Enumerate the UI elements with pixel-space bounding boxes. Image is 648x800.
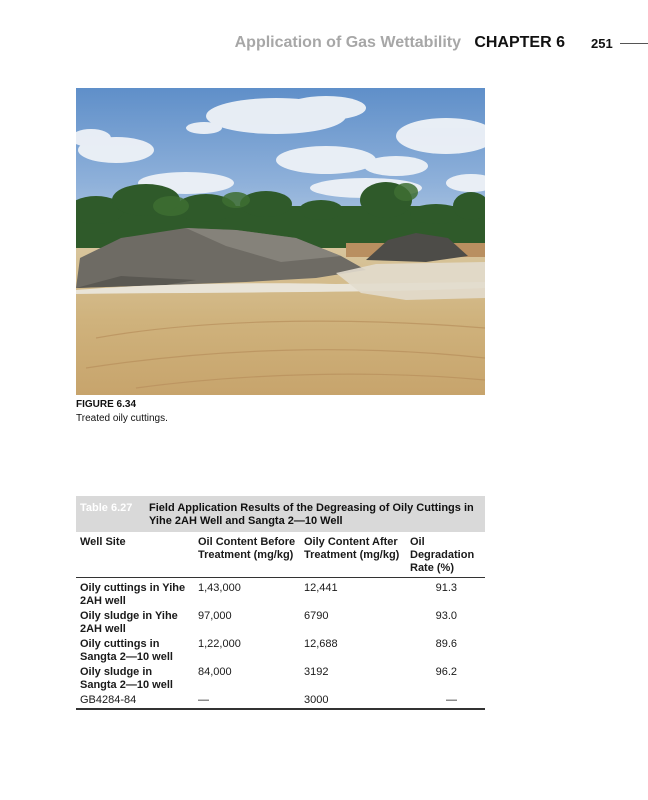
table-row [76,636,485,664]
column-header: Oily Content After Treatment (mg/kg) [304,536,400,561]
before-cell: 1,43,000 [198,582,241,594]
before-cell: 97,000 [198,610,232,622]
table-row [76,692,485,709]
running-title: Application of Gas Wettability [234,34,461,51]
rate-cell: — [446,694,457,706]
page-number: 251 [591,36,613,51]
table-caption: Field Application Results of the Degreasing of Oily Cuttings in Yihe 2AH Well and Sangta 2—10 Well [149,502,474,527]
treated-oily-cuttings-photo [76,88,485,395]
well-site-cell: Oily cuttings in Sangta 2—10 well [80,638,173,663]
before-cell: 84,000 [198,666,232,678]
table-header-row [76,532,485,578]
table-title-bar [76,496,485,532]
after-cell: 12,441 [304,582,338,594]
rate-cell: 96.2 [435,666,457,678]
chapter-label: CHAPTER 6 [474,34,565,51]
table-row [76,664,485,692]
after-cell: 3000 [304,694,329,706]
column-header: Oil Content Before Treatment (mg/kg) [198,536,296,561]
table-number: Table 6.27 [80,502,133,514]
before-cell: 1,22,000 [198,638,241,650]
before-cell: — [198,694,209,706]
results-table [76,496,485,710]
rate-cell: 93.0 [435,610,457,622]
table-row [76,578,485,609]
rate-cell: 89.6 [435,638,457,650]
after-cell: 3192 [304,666,329,678]
well-site-cell: Oily sludge in Yihe 2AH well [80,610,178,635]
after-cell: 12,688 [304,638,338,650]
header-rule [620,43,648,44]
after-cell: 6790 [304,610,329,622]
well-site-cell: Oily sludge in Sangta 2—10 well [80,666,173,691]
well-site-cell: Oily cuttings in Yihe 2AH well [80,582,186,607]
table-row [76,608,485,636]
column-header: Oil Degradation Rate (%) [410,536,475,574]
column-header: Well Site [80,536,126,548]
rate-cell: 91.3 [435,582,457,594]
page-header [0,33,648,55]
well-site-cell: GB4284-84 [80,694,137,706]
figure-caption: Treated oily cuttings. [76,413,168,424]
data-table [76,532,485,710]
figure-label: FIGURE 6.34 [76,399,137,410]
